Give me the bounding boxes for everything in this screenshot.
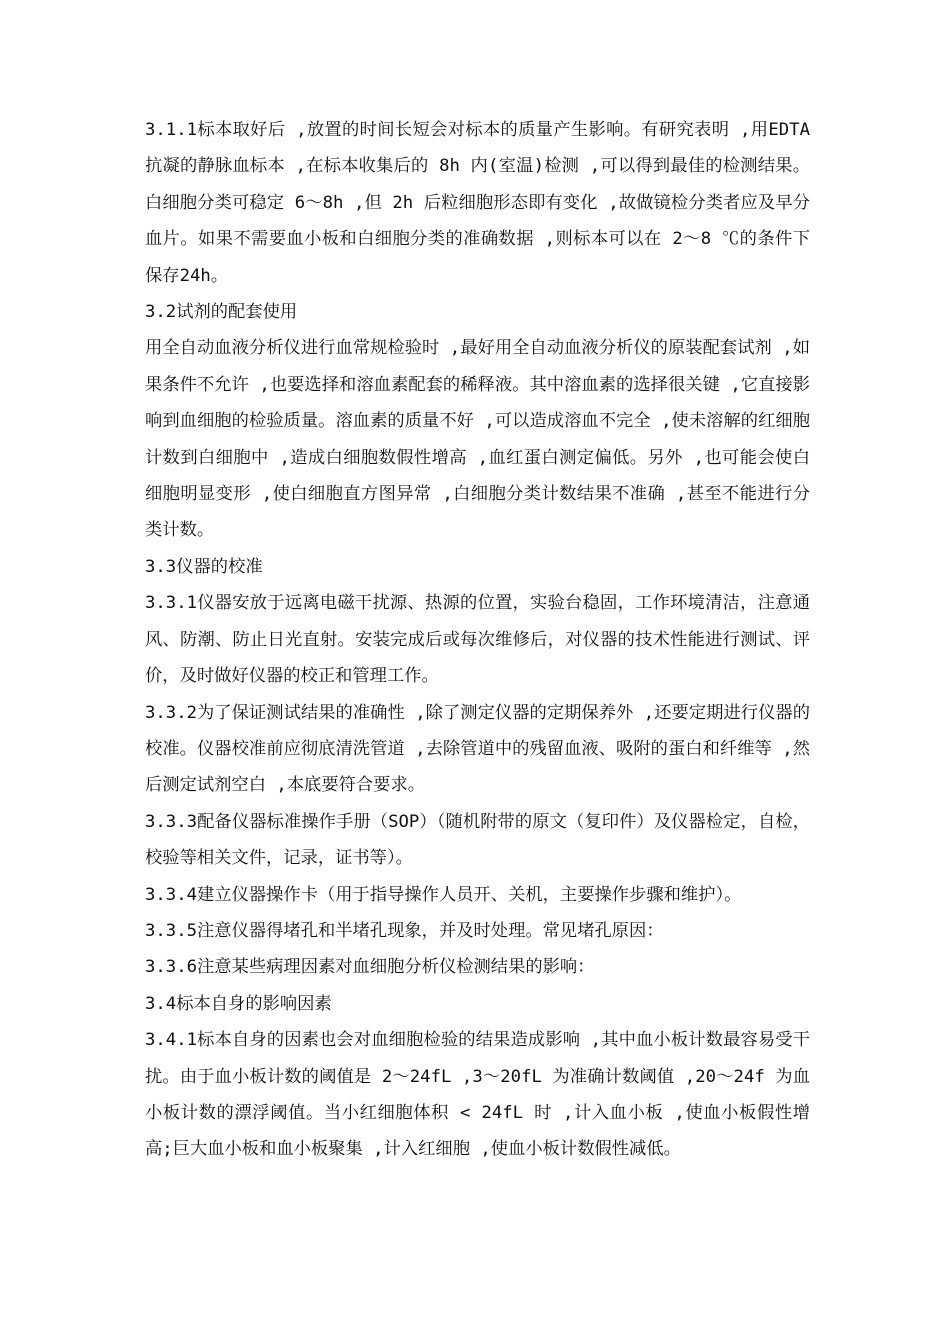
heading-3-3: 3.3仪器的校准 bbox=[145, 556, 263, 577]
paragraph-3-3-5: 3.3.5注意仪器得堵孔和半堵孔现象，并及时处理。常见堵孔原因： bbox=[145, 920, 664, 941]
document-body bbox=[145, 112, 810, 1168]
heading-3-4: 3.4标本自身的影响因素 bbox=[145, 993, 332, 1014]
paragraph-3-2: 用全自动血液分析仪进行血常规检验时 ,最好用全自动血液分析仪的原装配套试剂 ,如果条件不允许 ,也要选择和溶血素配套的稀释液。其中溶血素的选择很关键 ,它直接影响到血细胞的检验质量。溶血素的质量不好 ,可以造成溶血不完全 ,使未溶解的红细胞计数到白细胞中 ,造成白细胞数假性增高 ,血红蛋白测定偏低。另外 ,也可能会使白细胞明显变形 ,使白细胞直方图异常 ,白细胞分类计数结果不准确 ,甚至不能进行分类计数。 bbox=[145, 338, 810, 541]
paragraph-3-3-4: 3.3.4建立仪器操作卡（用于指导操作人员开、关机，主要操作步骤和维护）。 bbox=[145, 884, 742, 905]
paragraph-3-4-1: 3.4.1标本自身的因素也会对血细胞检验的结果造成影响 ,其中血小板计数最容易受干扰。由于血小板计数的阈值是 2～24fL ,3～20fL 为准确计数阈值 ,20～24f 为血小板计数的漂浮阈值。当小红细胞体积 < 24fL 时 ,计入血小板 ,使血小板假性增高;巨大血小板和血小板聚集 ,计入红细胞 ,使血小板计数假性减低。 bbox=[145, 1030, 810, 1160]
paragraph-3-1-1: 3.1.1标本取好后 ,放置的时间长短会对标本的质量产生影响。有研究表明 ,用EDTA 抗凝的静脉血标本 ,在标本收集后的 8h 内(室温)检测 ,可以得到最佳的检测结果。白细胞分类可稳定 6～8h ,但 2h 后粒细胞形态即有变化 ,故做镜检分类者应及早分血片。如果不需要血小板和白细胞分类的准确数据 ,则标本可以在 2～8 ℃的条件下保存24h。 bbox=[145, 120, 810, 286]
paragraph-3-3-3: 3.3.3配备仪器标准操作手册（SOP）（随机附带的原文（复印件）及仪器检定，自检，校验等相关文件，记录，证书等）。 bbox=[145, 811, 810, 869]
heading-3-2: 3.2试剂的配套使用 bbox=[145, 302, 298, 323]
paragraph-3-3-6: 3.3.6注意某些病理因素对血细胞分析仪检测结果的影响： bbox=[145, 957, 595, 978]
paragraph-3-3-1: 3.3.1仪器安放于远离电磁干扰源、热源的位置，实验台稳固，工作环境清洁，注意通风、防潮、防止日光直射。安装完成后或每次维修后，对仪器的技术性能进行测试、评价，及时做好仪器的校正和管理工作。 bbox=[145, 593, 810, 687]
paragraph-3-3-2: 3.3.2为了保证测试结果的准确性 ,除了测定仪器的定期保养外 ,还要定期进行仪器的校准。仪器校准前应彻底清洗管道 ,去除管道中的残留血液、吸附的蛋白和纤维等 ,然后测定试剂空白 ,本底要符合要求。 bbox=[145, 702, 810, 796]
